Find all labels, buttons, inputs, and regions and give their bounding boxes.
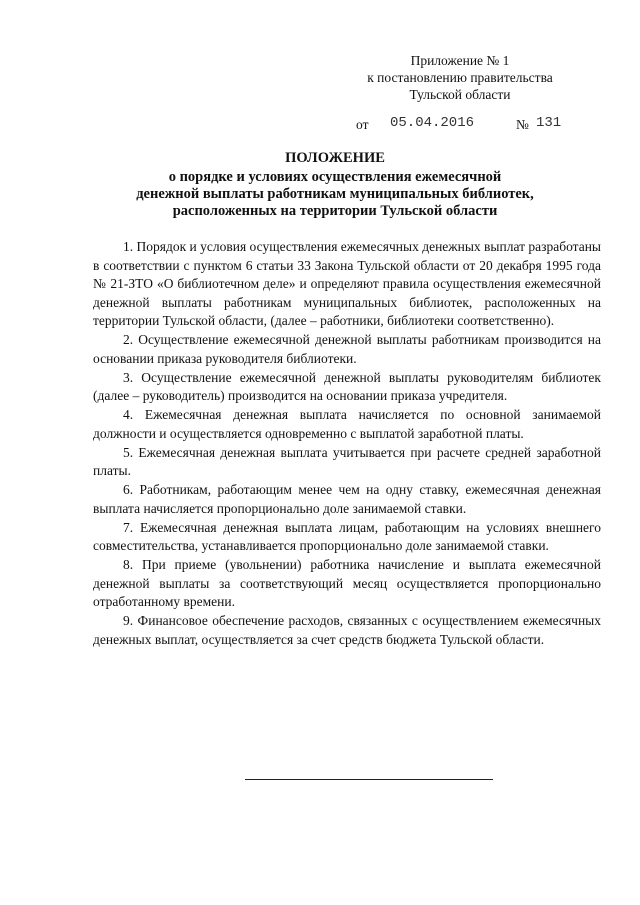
paragraph-1: 1. Порядок и условия осуществления ежемесячных денежных выплат разработаны в соответствии с пунктом 6 статьи 33 Закона Тульской области от 20 декабря 1995 года № 21-ЗТО «О библиотечном деле» и определяют правила осуществления ежемесячной денежной выплаты работникам муниципальных библиотек, расположенных на территории Тульской области, (далее – работники, библиотеки соответственно). [93,239,601,328]
paragraph-6: 6. Работникам, работающим менее чем на одну ставку, ежемесячная денежная выплата начисляется пропорционально доле занимаемой ставки. [93,482,601,516]
appendix-line-1: Приложение № 1 [410,53,510,68]
title-line-3: расположенных на территории Тульской области [172,203,498,219]
end-divider [245,779,493,780]
paragraph-3: 3. Осуществление ежемесячной денежной выплаты руководителям библиотек (далее – руководитель) производится на основании приказа учредителя. [93,369,601,403]
reference-line [356,115,586,135]
paragraph-4: 4. Ежемесячная денежная выплата начисляется по основной занимаемой должности и осуществляется одновременно с выплатой заработной платы. [93,407,601,441]
paragraph-9: 9. Финансовое обеспечение расходов, связанных с осуществлением ежемесячных денежных выплат, осуществляется за счет средств бюджета Тульской области. [93,613,601,647]
document-title [60,150,610,220]
title-line-2: денежной выплаты работникам муниципальных библиотек, [136,186,534,202]
appendix-line-3: Тульской области [409,87,511,102]
reference-number: 131 [536,115,562,131]
number-label: № [516,117,529,132]
title-line-1: о порядке и условиях осуществления ежемесячной [168,169,502,185]
paragraph-8: 8. При приеме (увольнении) работника начисление и выплата ежемесячной денежной выплаты за соответствующий месяц осуществляется пропорционально отработанному времени. [93,557,601,609]
appendix-header [340,52,580,103]
paragraph-5: 5. Ежемесячная денежная выплата учитывается при расчете средней заработной платы. [93,444,601,478]
reference-date: 05.04.2016 [390,115,475,131]
appendix-line-2: к постановлению правительства [367,70,553,85]
paragraph-2: 2. Осуществление ежемесячной денежной выплаты работникам производится на основании приказа руководителя библиотеки. [93,332,601,366]
title-heading: ПОЛОЖЕНИЕ [285,150,385,166]
from-label: от [356,117,369,132]
document-body [93,238,601,650]
paragraph-7: 7. Ежемесячная денежная выплата лицам, работающим на условиях внешнего совместительства, устанавливается пропорционально доле занимаемой ставки. [93,519,601,553]
